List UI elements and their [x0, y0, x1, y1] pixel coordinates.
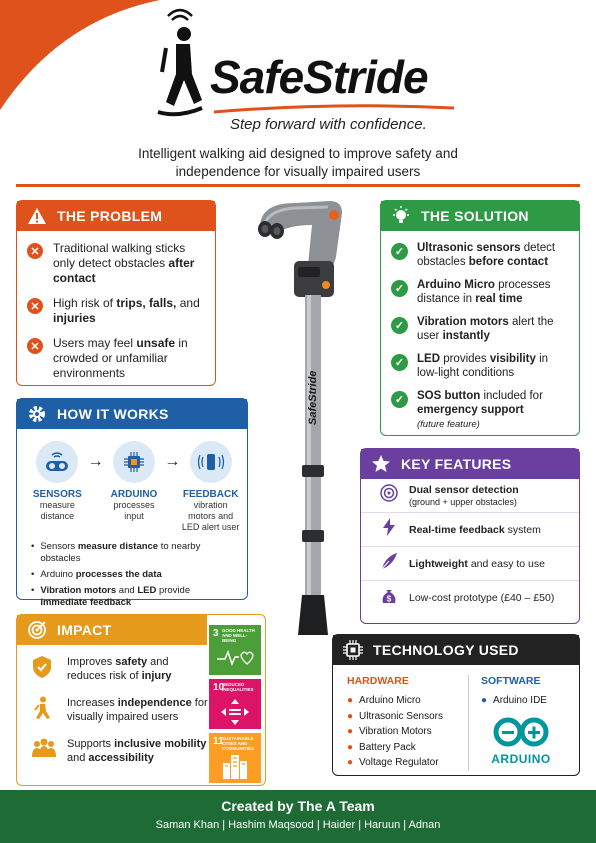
- problem-item: ✕ High risk of trips, falls, and injuries: [27, 296, 207, 326]
- impact-header: [17, 615, 207, 645]
- feature-row: Lightweight and easy to use: [361, 547, 579, 581]
- hardware-column: [347, 675, 469, 771]
- check-icon: ✓: [391, 243, 408, 260]
- community-icon: [31, 737, 57, 766]
- logo: [158, 8, 458, 138]
- arduino-logo: ARDUINO: [481, 717, 561, 766]
- feather-icon: [379, 551, 409, 576]
- how-bullet: • Vibration motors and LED provide immediate feedback: [31, 585, 191, 608]
- how-header: [17, 399, 247, 429]
- swoosh-decoration: [214, 104, 454, 114]
- check-icon: ✓: [391, 280, 408, 297]
- target-icon: [27, 620, 57, 640]
- walking-icon: [31, 696, 57, 725]
- problem-card: [16, 200, 216, 386]
- chip-icon: [343, 640, 373, 660]
- how-it-works-card: [16, 398, 248, 608]
- gear-icon: [27, 404, 57, 424]
- radar-icon: [379, 483, 409, 508]
- solution-item: ✓ Vibration motors alert the user instantly: [391, 315, 571, 343]
- chip-icon: [113, 441, 155, 483]
- hardware-item: ● Voltage Regulator: [347, 757, 439, 768]
- solution-item: ✓ Arduino Micro processes distance in real time: [391, 278, 571, 306]
- brand-name: SafeStride: [210, 51, 428, 103]
- walking-person-icon: [158, 8, 218, 133]
- hardware-item: ● Vibration Motors: [347, 726, 432, 737]
- solution-item: ✓ Ultrasonic sensors detect obstacles before contact: [391, 241, 571, 269]
- how-bullet: • Arduino processes the data: [31, 569, 162, 580]
- software-label: SOFTWARE: [481, 675, 541, 687]
- impact-item: Increases independence for visually impaired users: [31, 696, 209, 725]
- sensor-icon: [36, 441, 78, 483]
- footer-title: Created by The A Team: [221, 798, 375, 814]
- star-icon: [371, 454, 401, 474]
- solution-title: THE SOLUTION: [421, 208, 529, 224]
- svg-text:$: $: [386, 594, 392, 603]
- lightning-icon: [379, 517, 409, 542]
- problem-item: ✕ Traditional walking sticks only detect obstacles after contact: [27, 241, 207, 286]
- solution-card: [380, 200, 580, 436]
- x-icon: ✕: [27, 243, 43, 259]
- intro-text: Intelligent walking aid designed to improve safety and independence for visually impaired users: [138, 146, 458, 179]
- software-column: [469, 675, 561, 771]
- check-icon: ✓: [391, 391, 408, 408]
- how-title: HOW IT WORKS: [57, 406, 169, 422]
- heartbeat-icon: [217, 647, 253, 667]
- flow-step-sensors: SENSORS measure distance: [27, 441, 88, 522]
- hardware-label: HARDWARE: [347, 675, 409, 687]
- sdg-3-badge: 3 GOOD HEALTH AND WELL-BEING: [209, 625, 261, 675]
- x-icon: ✕: [27, 298, 43, 314]
- key-features-card: [360, 448, 580, 624]
- impact-item: Supports inclusive mobility and accessibility: [31, 737, 209, 766]
- sdg-10-badge: 10 REDUCED INEQUALITIES: [209, 679, 261, 729]
- city-icon: [221, 753, 249, 779]
- footer: [0, 790, 596, 843]
- hardware-item: ● Arduino Micro: [347, 695, 421, 706]
- check-icon: ✓: [391, 354, 408, 371]
- sdg-11-badge: 11 SUSTAINABLE CITIES AND COMMUNITIES: [209, 733, 261, 783]
- how-bullet: • Sensors measure distance to nearby obstacles: [31, 541, 201, 564]
- arrow-icon: →: [87, 453, 104, 470]
- equality-icon: [221, 699, 249, 725]
- tech-header: [333, 635, 579, 665]
- tech-title: TECHNOLOGY USED: [373, 642, 519, 658]
- feature-row: $ Low-cost prototype (£40 – £50): [361, 581, 579, 615]
- warning-icon: [27, 207, 57, 225]
- x-icon: ✕: [27, 338, 43, 354]
- infinity-icon: [491, 717, 551, 747]
- impact-item: Improves safety and reduces risk of injury: [31, 655, 209, 684]
- problem-title: THE PROBLEM: [57, 208, 163, 224]
- feature-row: Real-time feedback system: [361, 513, 579, 547]
- problem-item: ✕ Users may feel unsafe in crowded or unfamiliar environments: [27, 336, 207, 381]
- hardware-item: ● Battery Pack: [347, 741, 416, 753]
- flow-step-arduino: ARDUINO processes input: [104, 441, 165, 522]
- impact-card: [16, 614, 266, 786]
- software-item: ● Arduino IDE: [481, 695, 547, 706]
- features-title: KEY FEATURES: [401, 456, 512, 472]
- tagline: Step forward with confidence.: [230, 116, 427, 133]
- vibration-icon: [190, 441, 232, 483]
- footer-names: Saman Khan | Hashim Maqsood | Haider | Haruun | Adnan: [155, 819, 441, 831]
- solution-header: [381, 201, 579, 231]
- flow-step-feedback: FEEDBACK vibration motors and LED alert user: [180, 441, 241, 533]
- feature-row: Dual sensor detection (ground + upper obstacles): [361, 479, 579, 513]
- shield-check-icon: [31, 655, 57, 684]
- check-icon: ✓: [391, 317, 408, 334]
- corner-decoration: [0, 0, 160, 110]
- solution-item: ✓ LED provides visibility in low-light conditions: [391, 352, 571, 380]
- header-divider: [16, 184, 580, 187]
- solution-item: ✓ SOS button included for emergency support (future feature): [391, 389, 571, 432]
- hardware-item: ● Ultrasonic Sensors: [347, 710, 443, 722]
- cane-image: [250, 195, 360, 645]
- problem-header: [17, 201, 215, 231]
- money-bag-icon: [379, 586, 409, 611]
- cane-label: SafeStride: [307, 370, 319, 425]
- arrow-icon: →: [164, 453, 181, 470]
- features-header: [361, 449, 579, 479]
- lightbulb-icon: [391, 206, 421, 226]
- impact-title: IMPACT: [57, 622, 112, 638]
- technology-card: [332, 634, 580, 776]
